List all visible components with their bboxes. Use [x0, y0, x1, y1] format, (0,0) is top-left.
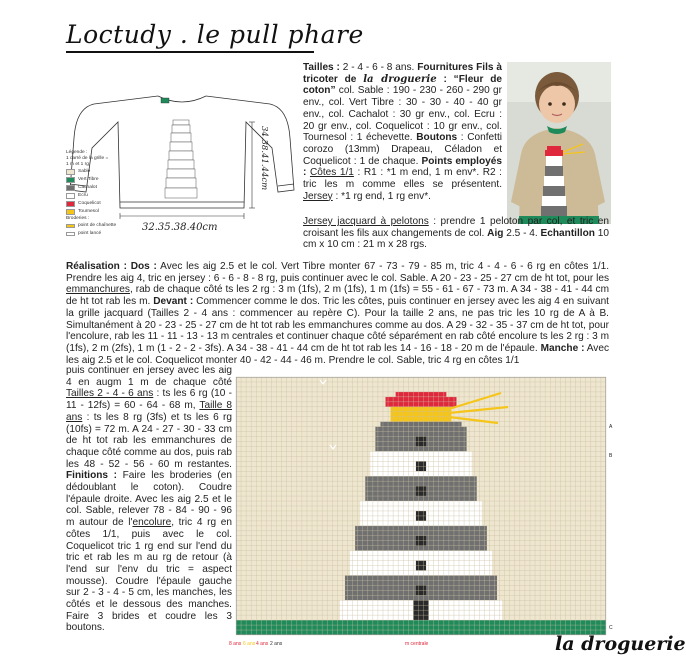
legend [66, 150, 146, 238]
jacquard-value: : prendre 1 peloton par col, et tric en croisant les fils aux changements de col. [303, 216, 610, 239]
front-label: Devant : [153, 296, 194, 308]
legend-item-label: Cachalot [78, 185, 97, 190]
child-photo [507, 62, 611, 224]
back-value-2: , rab de chaque côté ts les 2 rg : 3 m (1fs), 2 m (1fs), 1 m (1fs) = 55 - 61 - 67 - 73 m. A 34 - 38 - 41 - 44 cm de ht tot rab les m. [66, 284, 609, 308]
legend-swatch [66, 185, 75, 191]
legend-item-label: Coquelicot [78, 201, 101, 206]
sketch-width-label: 32.35.38.40cm [142, 222, 218, 233]
legend-item-label: Vert Tibre [78, 177, 99, 182]
jersey-value: : *1 rg end, 1 rg env*. [332, 190, 431, 202]
rib-label: Côtes 1/1 [309, 167, 354, 179]
jersey-label: Jersey [303, 190, 333, 202]
size-2-marker: 2 ans [270, 641, 283, 647]
legend-subtitle-1: 1 carré de la grille = [66, 156, 109, 161]
sleeve-finishing-text [66, 365, 232, 634]
sizes-2-4-6: Tailles 2 - 4 - 6 ans [66, 388, 154, 400]
sleeve-value: Avec les aig 2.5 et le col. Coquelicot monter 40 - 42 - 44 - 46 m. Prendre le col. Sable, tric 4 rg en côtes 1/1 [66, 342, 610, 366]
front-value: Commencer comme le dos. Tric les côtes, puis continuer en jersey avec les aig 4 en suivant la grille jacquard (Tailles 2 - 4 ans : commencer au repère C). Pour la taille 2 ans, ne pas tric les 10 rg de A à B. Simultanément à 20 - 23 - 25 - 27 cm de ht tot rab les emmanchures comme au dos. A 29 - 32 - 35 - 37 cm de ht tot, pour l'encolure, rab les 11 - 11 - 13 - 13 m centrales et continuer chaque côté séparément en rab côté encolure ts les 2 rg : 3 m (1fs), 2 m (2fs), 1 m (1 - 2 - 2 - 3fs). A 34 - 38 - 41 - 44 cm de ht tot rab les 14 - 16 - 18 - 20 m de l'épaule. [66, 296, 609, 354]
sleeve-part-2: : ts les 6 rg (10 - 11 - 12fs) = 60 - 64 - 68 m, [66, 388, 232, 412]
yarn-name: “Fleur de coton” [303, 73, 503, 97]
jacquard-label: Jersey jacquard à pelotons [303, 216, 429, 227]
finishing-label: Finitions : [66, 470, 118, 482]
sleeve-intro: puis continuer en jersey avec les aig 4 en augm 1 m de chaque côté [66, 365, 232, 388]
back-label: Réalisation : Dos : [66, 261, 157, 272]
needles-value: 2.5 - 4. [503, 227, 541, 239]
title-underline [66, 51, 314, 53]
needles-label: Aig [487, 227, 504, 239]
legend-item [66, 200, 146, 208]
legend-item [66, 192, 146, 200]
sleeve-part-3: : ts les 8 rg (3fs) et ts les 6 rg (10fs) = 72 m. A 24 - 27 - 30 - 33 cm de ht tot rab les emmanchures de chaque côté comme au dos, puis rab les 48 - 52 - 56 - 60 m restantes. [66, 411, 232, 470]
sleeve-label: Manche : [540, 342, 585, 354]
legend-item-label: Ecru [78, 193, 88, 198]
legend-embroidery-label: point de chaînette [78, 223, 117, 228]
legend-swatch [66, 169, 75, 175]
legend-item-label: Sable [78, 169, 91, 174]
legend-item [66, 168, 146, 176]
legend-swatch [66, 209, 75, 215]
brand-inline: la droguerie [363, 73, 437, 85]
supplies-colon: : [436, 73, 454, 85]
sizes-value: 2 - 4 - 6 - 8 ans. [339, 62, 418, 73]
legend-broderies-title: Broderies : [66, 216, 90, 221]
size-6-marker: 6 ans [243, 641, 256, 647]
supplies-text-wide [303, 216, 609, 251]
buttons-label: Boutons [416, 132, 458, 144]
legend-embroidery-swatch [66, 224, 75, 228]
legend-item-label: Tournesol [78, 209, 99, 214]
supplies-text [303, 62, 502, 202]
size-8: Taille 8 ans [66, 400, 233, 423]
lighthouse-lantern [391, 407, 452, 422]
legend-item [66, 176, 146, 184]
marker-b: B [609, 453, 613, 459]
legend-title: Légende : [66, 150, 88, 155]
supplies-label: Fournitures Fils à tricoter de [303, 62, 502, 85]
legend-swatch [66, 193, 75, 199]
legend-embroidery-item [66, 222, 146, 230]
page-title: Loctudy . le pull phare [66, 20, 364, 49]
gauge-value: 10 cm x 10 cm : 21 m x 28 rgs. [303, 227, 609, 251]
legend-embroidery-item [66, 230, 146, 238]
jacquard-chart [236, 377, 606, 635]
size-8-marker: 8 ans [229, 641, 242, 647]
chart-ground [236, 620, 606, 635]
back-value-1: Avec les aig 2.5 et le col. Vert Tibre monter 67 - 73 - 79 - 85 m, tric 4 - 4 - 6 - 6 rg en côtes 1/1. Prendre les aig 4, tric en jersey : 6 - 6 - 8 - 8 rg, puis continuer avec le col. Sable. A 20 - 23 - 25 - 27 cm de ht tot, pour les [66, 261, 610, 284]
sketch-height-label: 34.38.41.44cm [259, 126, 269, 191]
stitches-label: Points employés : [303, 155, 502, 179]
size-4-marker: 4 ans [256, 641, 269, 647]
neckline-link: encolure [132, 517, 172, 529]
legend-swatch [66, 177, 75, 183]
rib-value: : R1 : *1 m end, 1 m env*. R2 : tric les m comme elles se présentent. [303, 167, 502, 191]
center-stitch-marker: m centrale [405, 641, 429, 647]
armholes-link: emmanchures [66, 284, 130, 296]
legend-item [66, 184, 146, 192]
marker-a: A [609, 424, 613, 430]
legend-item [66, 208, 146, 216]
lighthouse-gallery [380, 422, 461, 427]
gauge-label: Echantillon [540, 227, 595, 239]
sizes-label: Tailles : [303, 62, 340, 73]
brand-logo: la droguerie [555, 633, 686, 655]
instructions-text [66, 261, 609, 366]
marker-c: C [609, 625, 613, 631]
legend-swatch [66, 201, 75, 207]
legend-embroidery-swatch [66, 232, 75, 236]
legend-subtitle-2: 1 m et 1 rg [66, 162, 89, 167]
buttons-value: : Confetti corozo (13mm) Drapeau, Céladon et Coquelicot : 1 de chaque. [303, 132, 502, 167]
legend-embroidery-label: point lancé [78, 231, 102, 236]
finishing-1: Faire les broderies (en dédoublant le coton). Coudre l'épaule droite. Avec les aig 2.5 et le col. Sable, relever 78 - 84 - 90 - 96 m autour de l' [66, 470, 232, 529]
supplies-value: col. Sable : 190 - 230 - 260 - 290 gr env., col. Vert Tibre : 30 - 30 - 40 - 40 gr env., col. Cachalot : 30 gr env., col. Ecru : 20 gr env., col. Coquelicot : 10 gr env., col. Tournesol : 1 échevette. [303, 85, 502, 144]
finishing-2: , tric 4 rg en côtes 1/1, puis avec le col. Coquelicot tric 1 rg end sur l'end du tric et rab les m au rg de retour (à l'end sur l'env du tric = aspect mousse). Coudre l'épaule gauche sur 2 - 3 - 4 - 5 cm, les manches, les côtés et le dessous des manches. Faire 3 brides et coudre les 3 boutons. [66, 517, 232, 634]
